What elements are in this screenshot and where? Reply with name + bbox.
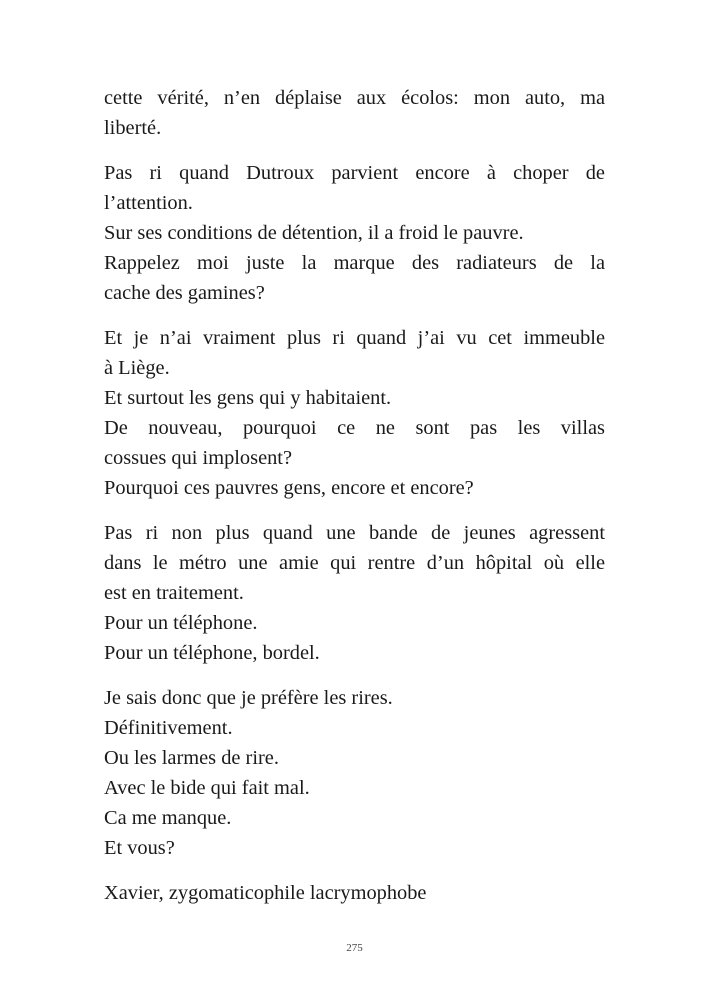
text-line: Pour un téléphone, bordel. <box>104 642 320 664</box>
text-line: Pas ri quand Dutroux parvient encore à choper de <box>104 162 605 184</box>
text-line: l’attention. <box>104 192 193 214</box>
text-line: est en traitement. <box>104 582 244 604</box>
paragraph <box>104 518 605 668</box>
paragraph <box>104 158 605 308</box>
text-line: Et je n’ai vraiment plus ri quand j’ai vu cet immeuble <box>104 327 605 349</box>
text-line: Et vous? <box>104 837 175 859</box>
text-line: De nouveau, pourquoi ce ne sont pas les villas <box>104 417 605 439</box>
text-line: Pour un téléphone. <box>104 612 258 634</box>
text-line: dans le métro une amie qui rentre d’un hôpital où elle <box>104 552 605 574</box>
paragraph <box>104 323 605 503</box>
paragraph <box>104 683 605 863</box>
text-line: Pourquoi ces pauvres gens, encore et encore? <box>104 477 474 499</box>
text-line: Ca me manque. <box>104 807 232 829</box>
text-line: Sur ses conditions de détention, il a froid le pauvre. <box>104 222 524 244</box>
text-line: liberté. <box>104 117 162 139</box>
paragraph <box>104 83 605 143</box>
text-line: Et surtout les gens qui y habitaient. <box>104 387 392 409</box>
body-text <box>104 83 605 923</box>
text-line: Rappelez moi juste la marque des radiateurs de la <box>104 252 605 274</box>
text-line: Définitivement. <box>104 717 233 739</box>
text-line: Ou les larmes de rire. <box>104 747 279 769</box>
text-line: Je sais donc que je préfère les rires. <box>104 687 393 709</box>
signature-paragraph <box>104 878 605 908</box>
text-line: cossues qui implosent? <box>104 447 293 469</box>
text-line: Xavier, zygomaticophile lacrymophobe <box>104 882 427 904</box>
text-line: Avec le bide qui fait mal. <box>104 777 310 799</box>
text-line: cette vérité, n’en déplaise aux écolos: mon auto, ma <box>104 87 605 109</box>
page-number: 275 <box>346 942 363 954</box>
text-line: à Liège. <box>104 357 170 379</box>
text-line: Pas ri non plus quand une bande de jeunes agressent <box>104 522 605 544</box>
text-line: cache des gamines? <box>104 282 265 304</box>
